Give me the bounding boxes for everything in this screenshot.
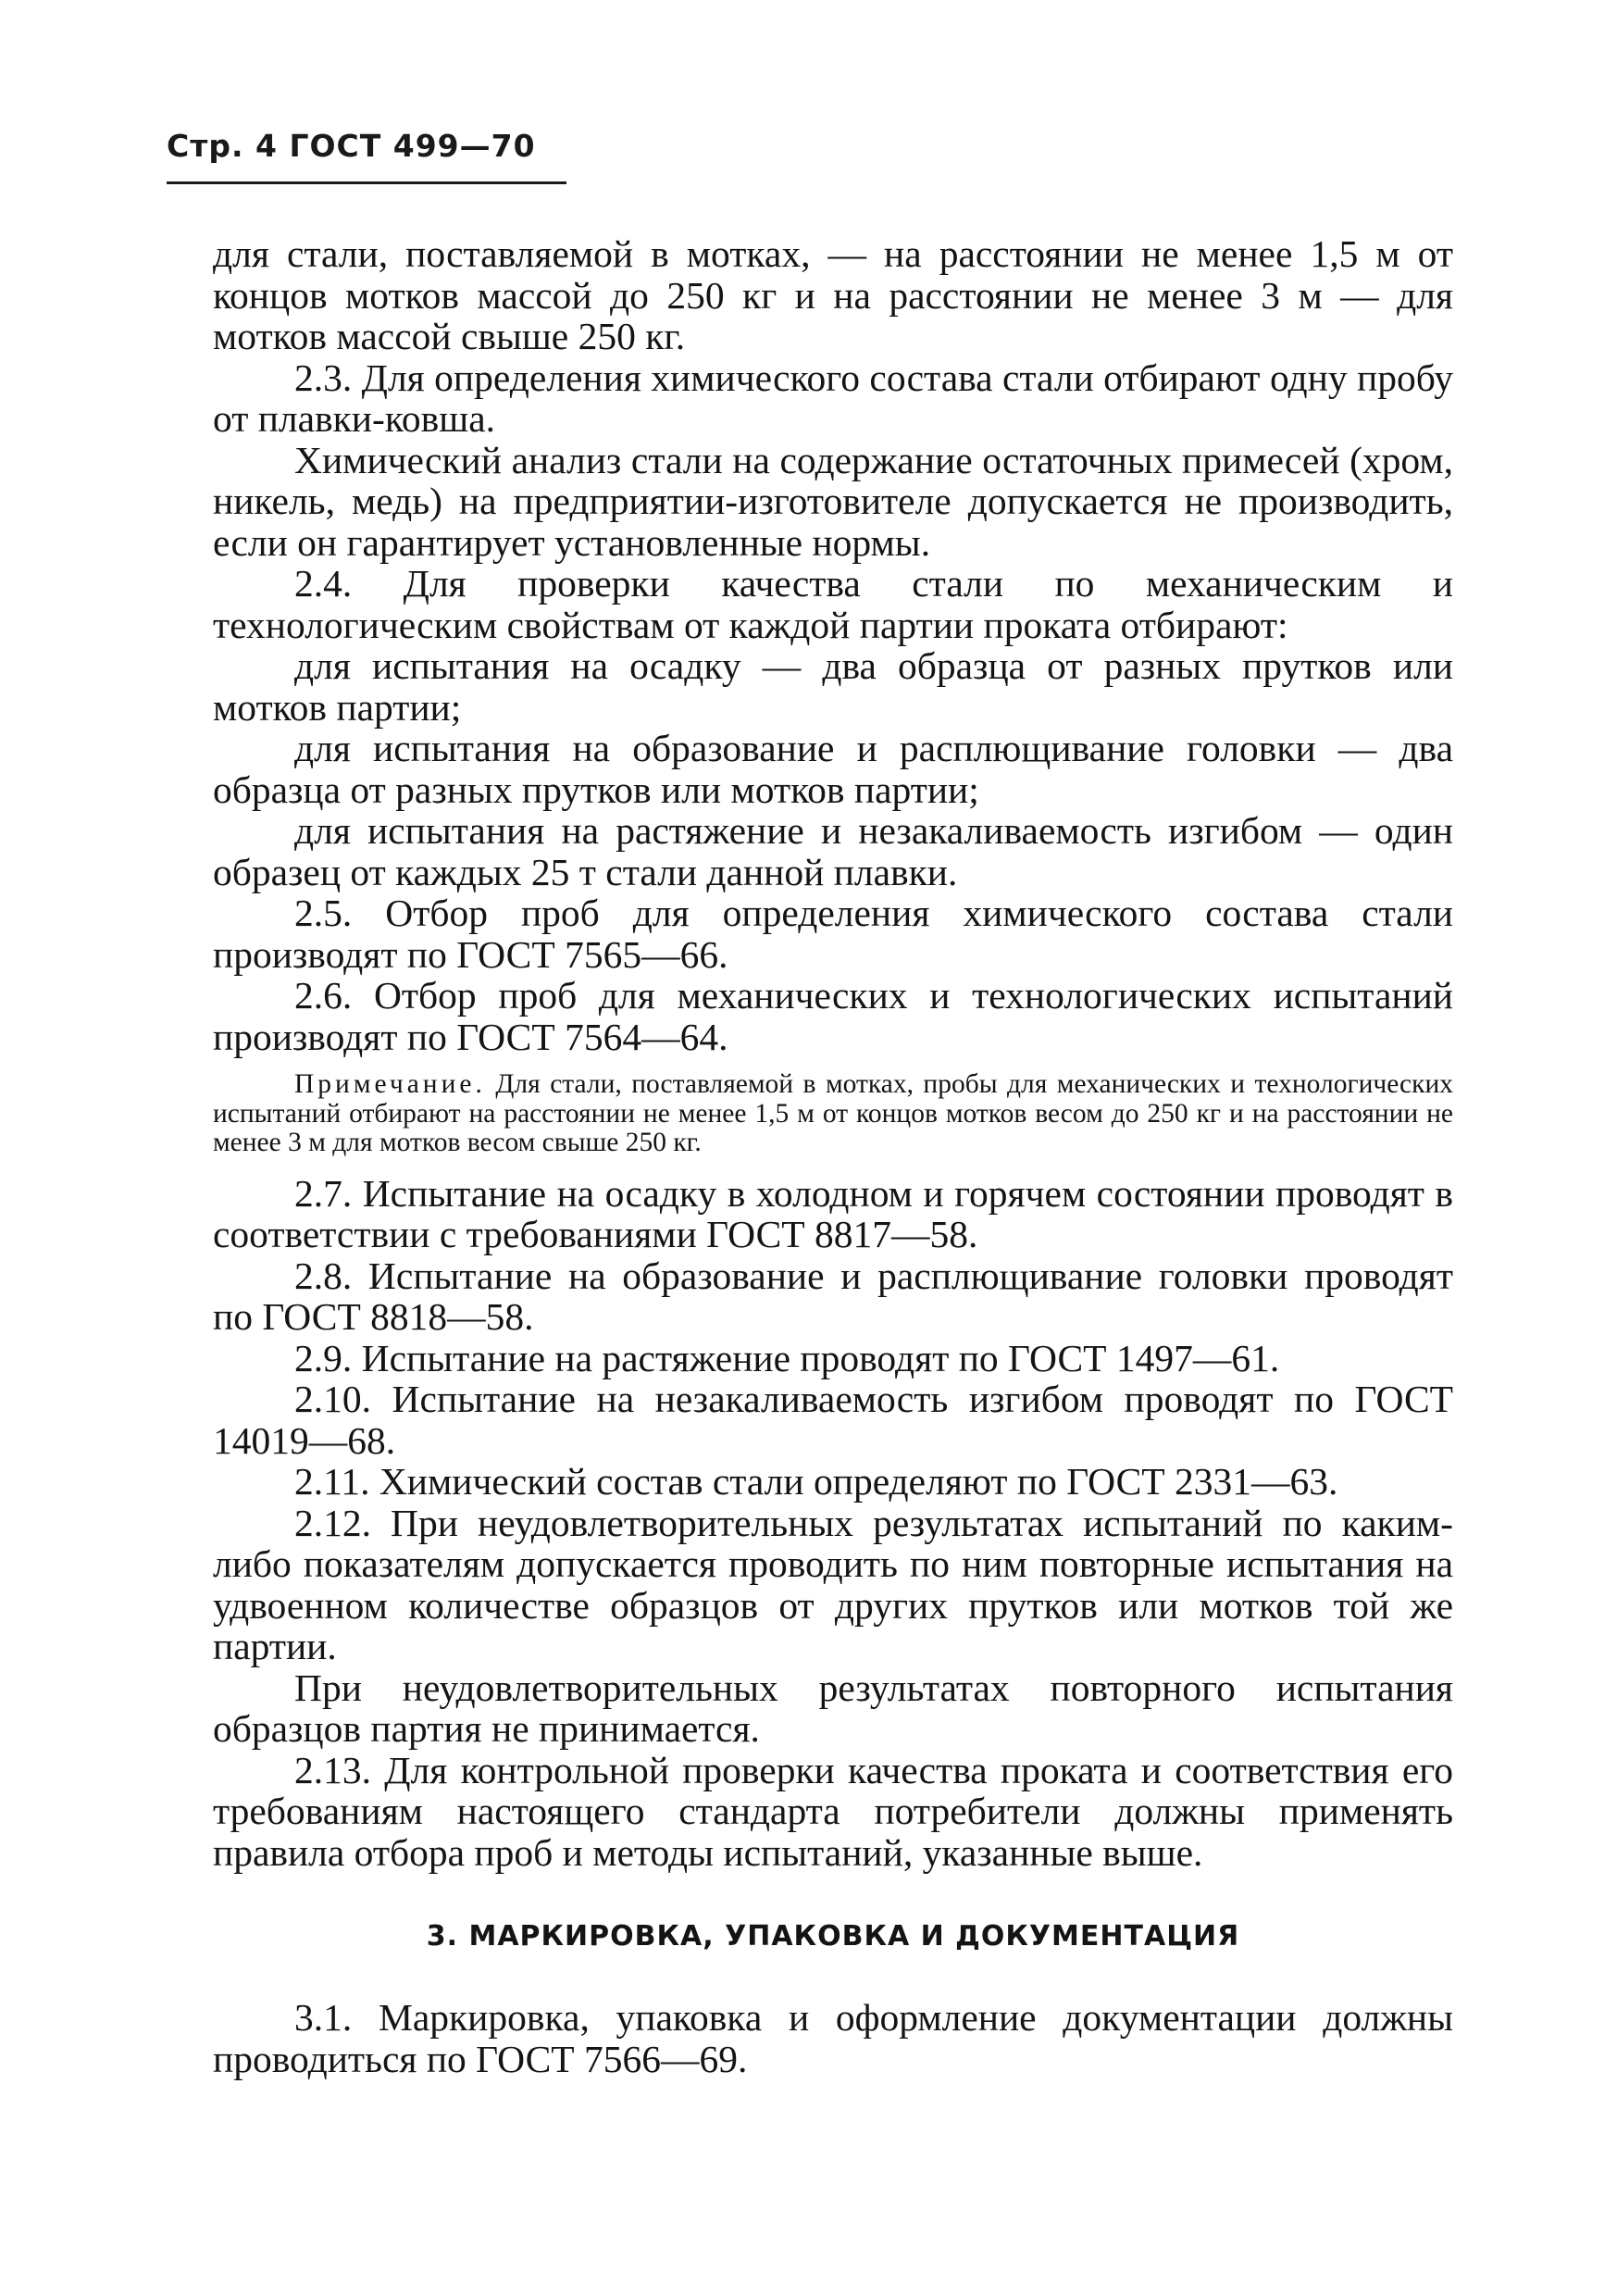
- section-3-title: 3. МАРКИРОВКА, УПАКОВКА И ДОКУМЕНТАЦИЯ: [426, 1920, 1240, 1953]
- paragraph-chemical-analysis: Химический анализ стали на содержание остаточных примесей (хром, никель, медь) на предприятии-изготовителе допускается не производить, если он гарантирует установленные нормы.: [213, 438, 1453, 564]
- page-header: Стр. 4 ГОСТ 499—70: [167, 128, 536, 164]
- paragraph-2-3: 2.3. Для определения химического состава стали отбирают одну пробу от плавки-ковша.: [213, 356, 1453, 440]
- paragraph-2-5: 2.5. Отбор проб для определения химического состава стали производят по ГОСТ 7565—66.: [213, 892, 1453, 976]
- paragraph-2-13: 2.13. Для контрольной проверки качества проката и соответствия его требованиям настоящего стандарта потребители должны применять правила отбора проб и методы испытаний, указанные выше.: [213, 1748, 1453, 1874]
- note: [213, 1070, 1453, 1158]
- list-item-upset-test: для испытания на осадку — два образца от разных прутков или мотков партии;: [213, 644, 1453, 729]
- document-body: [213, 233, 1453, 2079]
- paragraph-continuation: для стали, поставляемой в мотках, — на расстоянии не менее 1,5 м от концов мотков массой до 250 кг и на расстоянии не менее 3 м — для мотков массой свыше 250 кг.: [213, 232, 1453, 357]
- header-rule: [167, 181, 566, 184]
- note-label: Примечание.: [294, 1069, 486, 1099]
- paragraph-2-11: 2.11. Химический состав стали определяют по ГОСТ 2331—63.: [294, 1460, 1338, 1503]
- paragraph-2-7: 2.7. Испытание на осадку в холодном и горячем состоянии проводят в соответствии с требованиями ГОСТ 8817—58.: [213, 1171, 1453, 1255]
- paragraph-3-1: 3.1. Маркировка, упаковка и оформление документации должны проводиться по ГОСТ 7566—69.: [213, 1996, 1453, 2080]
- paragraph-repeat-test: При неудовлетворительных результатах повторного испытания образцов партия не принимается.: [213, 1666, 1453, 1750]
- paragraph-2-8: 2.8. Испытание на образование и расплющивание головки проводят по ГОСТ 8818—58.: [213, 1254, 1453, 1338]
- paragraph-2-12: 2.12. При неудовлетворительных результатах испытаний по каким-либо показателям допускается проводить по ним повторные испытания на удвоенном количестве образцов от других прутков или мотков той же партии.: [213, 1501, 1453, 1667]
- paragraph-2-9: 2.9. Испытание на растяжение проводят по ГОСТ 1497—61.: [294, 1336, 1280, 1379]
- list-item-tension-test: для испытания на растяжение и незакаливаемость изгибом — один образец от каждых 25 т стали данной плавки.: [213, 809, 1453, 893]
- paragraph-2-4: 2.4. Для проверки качества стали по механическим и технологическим свойствам от каждой партии проката отбирают:: [213, 562, 1453, 646]
- paragraph-2-10: 2.10. Испытание на незакаливаемость изгибом проводят по ГОСТ 14019—68.: [213, 1378, 1453, 1462]
- note-text: Для стали, поставляемой в мотках, пробы для механических и технологических испытаний отбирают на расстоянии не менее 1,5 м от концов мотков весом до 250 кг и на расстоянии не менее 3 м для мотков весом свыше 250 кг.: [213, 1069, 1454, 1157]
- list-item-head-forming-test: для испытания на образование и расплющивание головки — два образца от разных прутков или мотков партии;: [213, 727, 1453, 811]
- paragraph-2-6: 2.6. Отбор проб для механических и технологических испытаний производят по ГОСТ 7564—64.: [213, 974, 1453, 1058]
